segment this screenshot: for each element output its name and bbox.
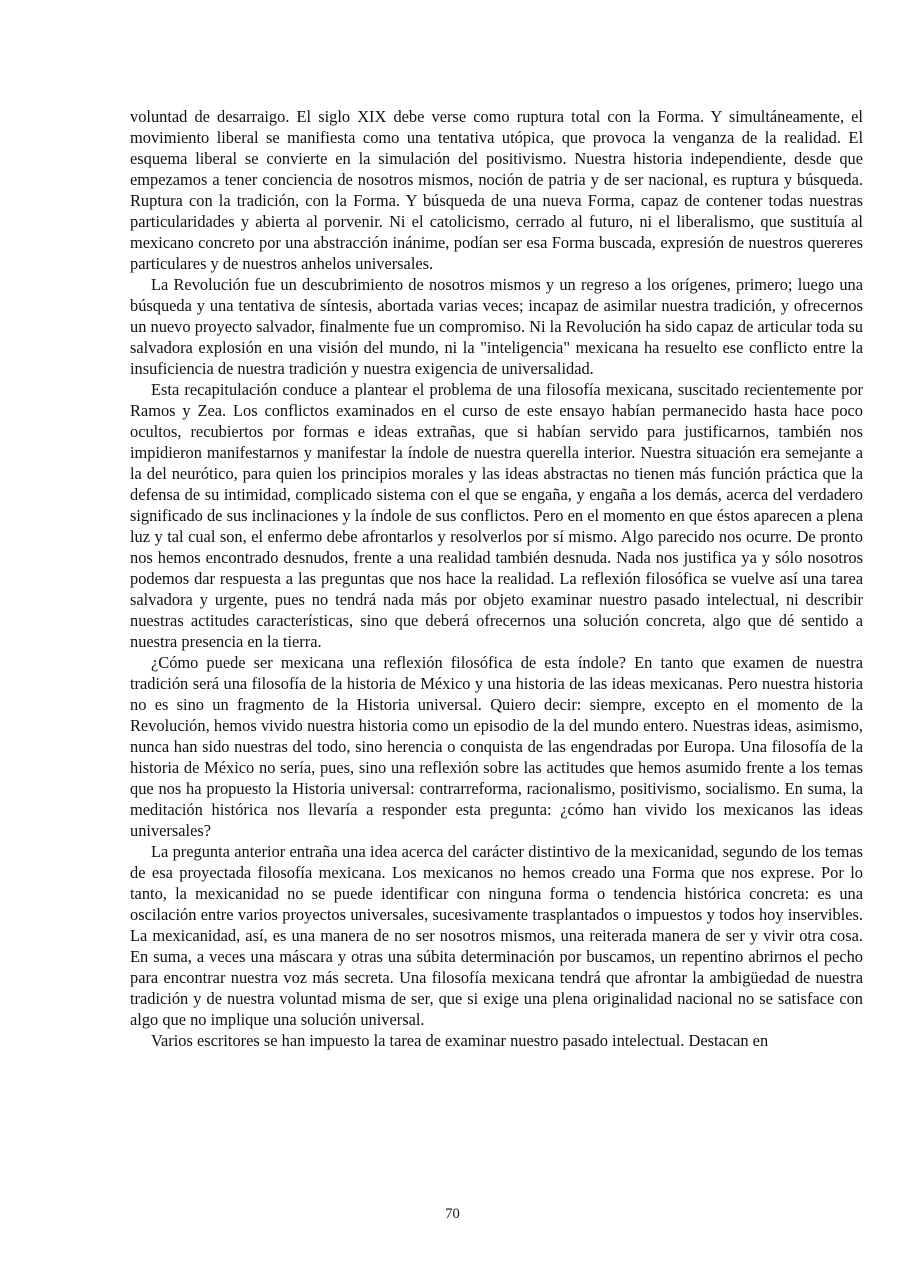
paragraph-continued: voluntad de desarraigo. El siglo XIX debe verse como ruptura total con la Forma. Y simultáneamente, el movimiento liberal se manifiesta como una tentativa utópica, que provoca la venganza de la realidad. El esquema liberal se convierte en la simulación del positivismo. Nuestra historia independiente, desde que empezamos a tener conciencia de nosotros mismos, noción de patria y de ser nacional, es ruptura y búsqueda. Ruptura con la tradición, con la Forma. Y búsqueda de una nueva Forma, capaz de contener todas nuestras particularidades y abierta al porvenir. Ni el catolicismo, cerrado al futuro, ni el liberalismo, que sustituía al mexicano concreto por una abstracción inánime, podían ser esa Forma buscada, expresión de nuestros quereres particulares y de nuestros anhelos universales. — [130, 107, 863, 273]
paragraph-reflexion: ¿Cómo puede ser mexicana una reflexión filosófica de esta índole? En tanto que examen de nuestra tradición será una filosofía de la historia de México y una historia de las ideas mexicanas. Pero nuestra historia no es sino un fragmento de la Historia universal. Quiero decir: siempre, excepto en el momento de la Revolución, hemos vivido nuestra historia como un episodio de la del mundo entero. Nuestras ideas, asimismo, nunca han sido nuestras del todo, sino herencia o conquista de las engendradas por Europa. Una filosofía de la historia de México no sería, pues, sino una reflexión sobre las actitudes que hemos asumido frente a los temas que nos ha propuesto la Historia universal: contrarreforma, racionalismo, positivismo, socialismo. En suma, la meditación histórica nos llevaría a responder esta pregunta: ¿cómo han vivido los mexicanos las ideas universales? — [130, 653, 863, 840]
page-number: 70 — [445, 1206, 460, 1222]
paragraph-escritores: Varios escritores se han impuesto la tarea de examinar nuestro pasado intelectual. Destacan en — [151, 1031, 769, 1050]
paragraph-mexicanidad: La pregunta anterior entraña una idea acerca del carácter distintivo de la mexicanidad, segundo de los temas de esa proyectada filosofía mexicana. Los mexicanos no hemos creado una Forma que nos exprese. Por lo tanto, la mexicanidad no se puede identificar con ninguna forma o tendencia histórica concreta: es una oscilación entre varios proyectos universales, sucesivamente trasplantados o impuestos y todos hoy inservibles. La mexicanidad, así, es una manera de no ser nosotros mismos, una reiterada manera de ser y vivir otra cosa. En suma, a veces una máscara y otras una súbita determinación por buscamos, un repentino abrirnos el pecho para encontrar nuestra voz más secreta. Una filosofía mexicana tendrá que afrontar la ambigüedad de nuestra tradición y de nuestra voluntad misma de ser, que si exige una plena originalidad nacional no se satisface con algo que no implique una solución universal. — [130, 842, 863, 1029]
paragraph-revolucion: La Revolución fue un descubrimiento de nosotros mismos y un regreso a los orígenes, primero; luego una búsqueda y una tentativa de síntesis, abortada varias veces; incapaz de asimilar nuestra tradición, y ofrecernos un nuevo proyecto salvador, finalmente fue un compromiso. Ni la Revolución ha sido capaz de articular toda su salvadora explosión en una visión del mundo, ni la "inteligencia" mexicana ha resuelto ese conflicto entre la insuficiencia de nuestra tradición y nuestra exigencia de universalidad. — [130, 275, 863, 378]
body-text — [130, 106, 863, 1051]
paragraph-recapitulacion: Esta recapitulación conduce a plantear el problema de una filosofía mexicana, suscitado recientemente por Ramos y Zea. Los conflictos examinados en el curso de este ensayo habían permanecido hasta hace poco ocultos, recubiertos por formas e ideas extrañas, que si habían servido para justificarnos, también nos impidieron manifestarnos y manifestar la índole de nuestra querella interior. Nuestra situación era semejante a la del neurótico, para quien los principios morales y las ideas abstractas no tienen más función práctica que la defensa de su intimidad, complicado sistema con el que se engaña, y engaña a los demás, acerca del verdadero significado de sus inclinaciones y la índole de sus conflictos. Pero en el momento en que éstos aparecen a plena luz y tal cual son, el enfermo debe afrontarlos y resolverlos por sí mismo. Algo parecido nos ocurre. De pronto nos hemos encontrado desnudos, frente a una realidad también desnuda. Nada nos justifica ya y sólo nosotros podemos dar respuesta a las preguntas que nos hace la realidad. La reflexión filosófica se vuelve así una tarea salvadora y urgente, pues no tendrá nada más por objeto examinar nuestro pasado intelectual, ni describir nuestras actitudes características, sino que deberá ofrecernos una solución concreta, algo que dé sentido a nuestra presencia en la tierra. — [130, 380, 863, 651]
